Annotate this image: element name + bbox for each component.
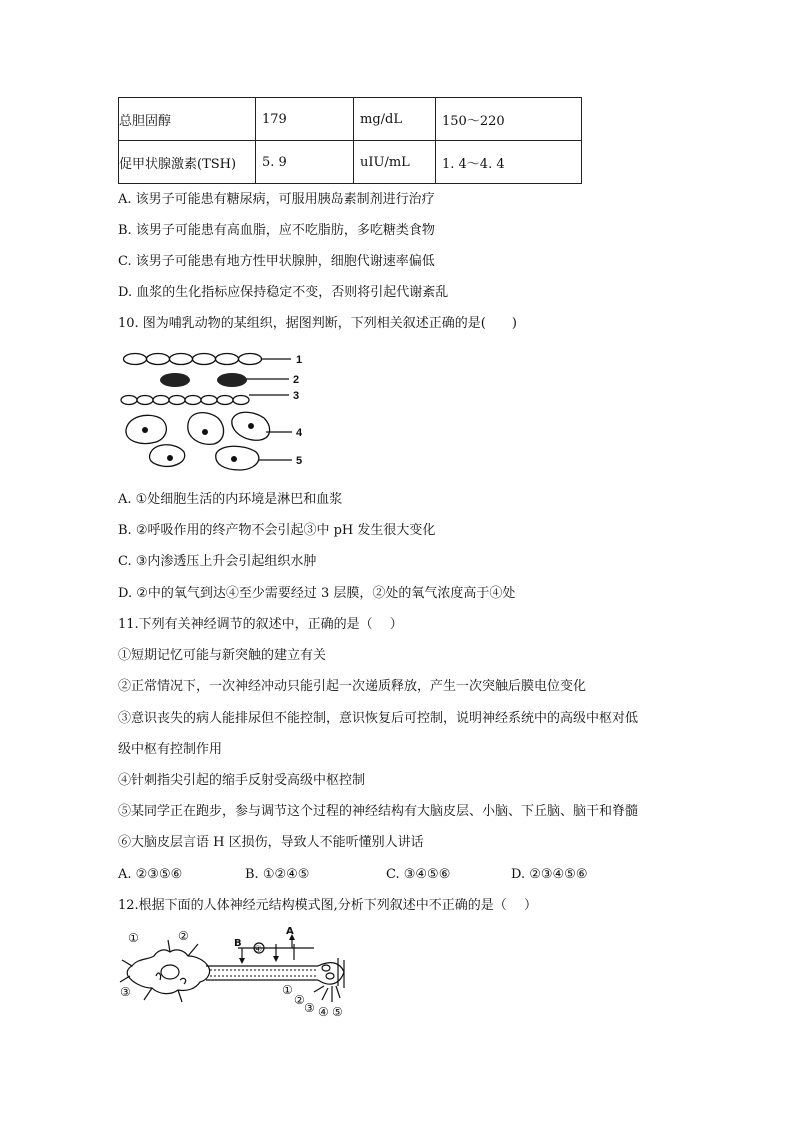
- table-cell-unit: uIU/mL: [354, 141, 436, 184]
- figure-label: 2: [293, 374, 300, 386]
- figure-label: B: [234, 938, 242, 949]
- figure-label: ④: [318, 1005, 329, 1018]
- q12-stem: 12.根据下面的人体神经元结构模式图,分析下列叙述中不正确的是（ ）: [118, 898, 537, 913]
- table-row: [119, 141, 582, 184]
- q11-statement: ⑥大脑皮层言语 H 区损伤，导致人不能听懂别人讲话: [118, 835, 424, 850]
- table-cell-range: 1. 4～4. 4: [436, 141, 582, 184]
- figure-label: A: [286, 926, 294, 937]
- table-cell-value: 5. 9: [256, 141, 354, 184]
- figure-label: ①: [282, 983, 293, 997]
- cell-body: [127, 950, 209, 994]
- figure-label: 4: [296, 427, 303, 439]
- figure-label: ③: [304, 1001, 315, 1015]
- table-cell-range: 150～220: [436, 98, 582, 141]
- table-cell-value: 179: [256, 98, 354, 141]
- q9-option-c: C. 该男子可能患有地方性甲状腺肿，细胞代谢速率偏低: [118, 254, 435, 269]
- q11-option-c: C. ③④⑤⑥: [386, 867, 451, 882]
- q11-option-d: D. ②③④⑤⑥: [511, 867, 588, 882]
- red-blood-cells: [160, 373, 247, 387]
- figure-label: ②: [178, 929, 189, 943]
- figure-label: ②: [294, 993, 305, 1007]
- q11-statement: 级中枢有控制作用: [118, 742, 223, 757]
- q11-option-a: A. ②③⑤⑥: [118, 867, 183, 882]
- q11-statement: ④针刺指尖引起的缩手反射受高级中枢控制: [118, 773, 366, 788]
- tissue-cells: [126, 412, 270, 470]
- q11-statement: ①短期记忆可能与新突触的建立有关: [118, 648, 327, 663]
- q9-option-b: B. 该男子可能患有高血脂，应不吃脂肪，多吃糖类食物: [118, 223, 435, 238]
- neuron-diagram: [118, 926, 358, 1018]
- tissue-diagram: [118, 346, 318, 474]
- q11-statement: ⑤某同学正在跑步，参与调节这个过程的神经结构有大脑皮层、小脑、下丘脑、脑干和脊髓: [118, 804, 639, 819]
- figure-label: 5: [296, 455, 303, 467]
- q10-option-a: A. ①处细胞生活的内环境是淋巴和血浆: [118, 492, 343, 507]
- q11-statement: ③意识丧失的病人能排尿但不能控制，意识恢复后可控制，说明神经系统中的高级中枢对低: [118, 711, 639, 726]
- table-row: [119, 98, 582, 141]
- figure-label: 3: [293, 390, 300, 402]
- table-cell-name: 促甲状腺激素(TSH): [119, 141, 256, 184]
- q10-option-c: C. ③内渗透压上升会引起组织水肿: [118, 554, 317, 569]
- q10-option-b: B. ②呼吸作用的终产物不会引起③中 pH 发生很大变化: [118, 523, 436, 538]
- lab-results-table: [118, 97, 582, 184]
- q11-statement: ②正常情况下，一次神经冲动只能引起一次递质释放，产生一次突触后膜电位变化: [118, 679, 587, 694]
- capillary-wall-cells-bottom: [121, 396, 249, 405]
- figure-label: ⑤: [332, 1005, 343, 1018]
- q11-options: [118, 866, 618, 884]
- q9-option-d: D. 血浆的生化指标应保持稳定不变，否则将引起代谢紊乱: [118, 285, 449, 300]
- capillary-wall-cells-top: [124, 354, 262, 365]
- q9-option-a: A. 该男子可能患有糖尿病，可服用胰岛素制剂进行治疗: [118, 192, 435, 207]
- table-cell-unit: mg/dL: [354, 98, 436, 141]
- q10-option-d: D. ②中的氧气到达④至少需要经过 3 层膜，②处的氧气浓度高于④处: [118, 586, 516, 601]
- figure-label: 1: [296, 354, 303, 366]
- q10-stem: 10. 图为哺乳动物的某组织，据图判断，下列相关叙述正确的是( ): [118, 316, 517, 331]
- figure-label: ④: [254, 945, 263, 955]
- q11-option-b: B. ①②④⑤: [245, 867, 310, 882]
- figure-label: ①: [128, 931, 139, 945]
- q11-stem: 11.下列有关神经调节的叙述中，正确的是（ ）: [118, 617, 403, 632]
- table-cell-name: 总胆固醇: [119, 98, 256, 141]
- figure-label: ③: [120, 985, 131, 999]
